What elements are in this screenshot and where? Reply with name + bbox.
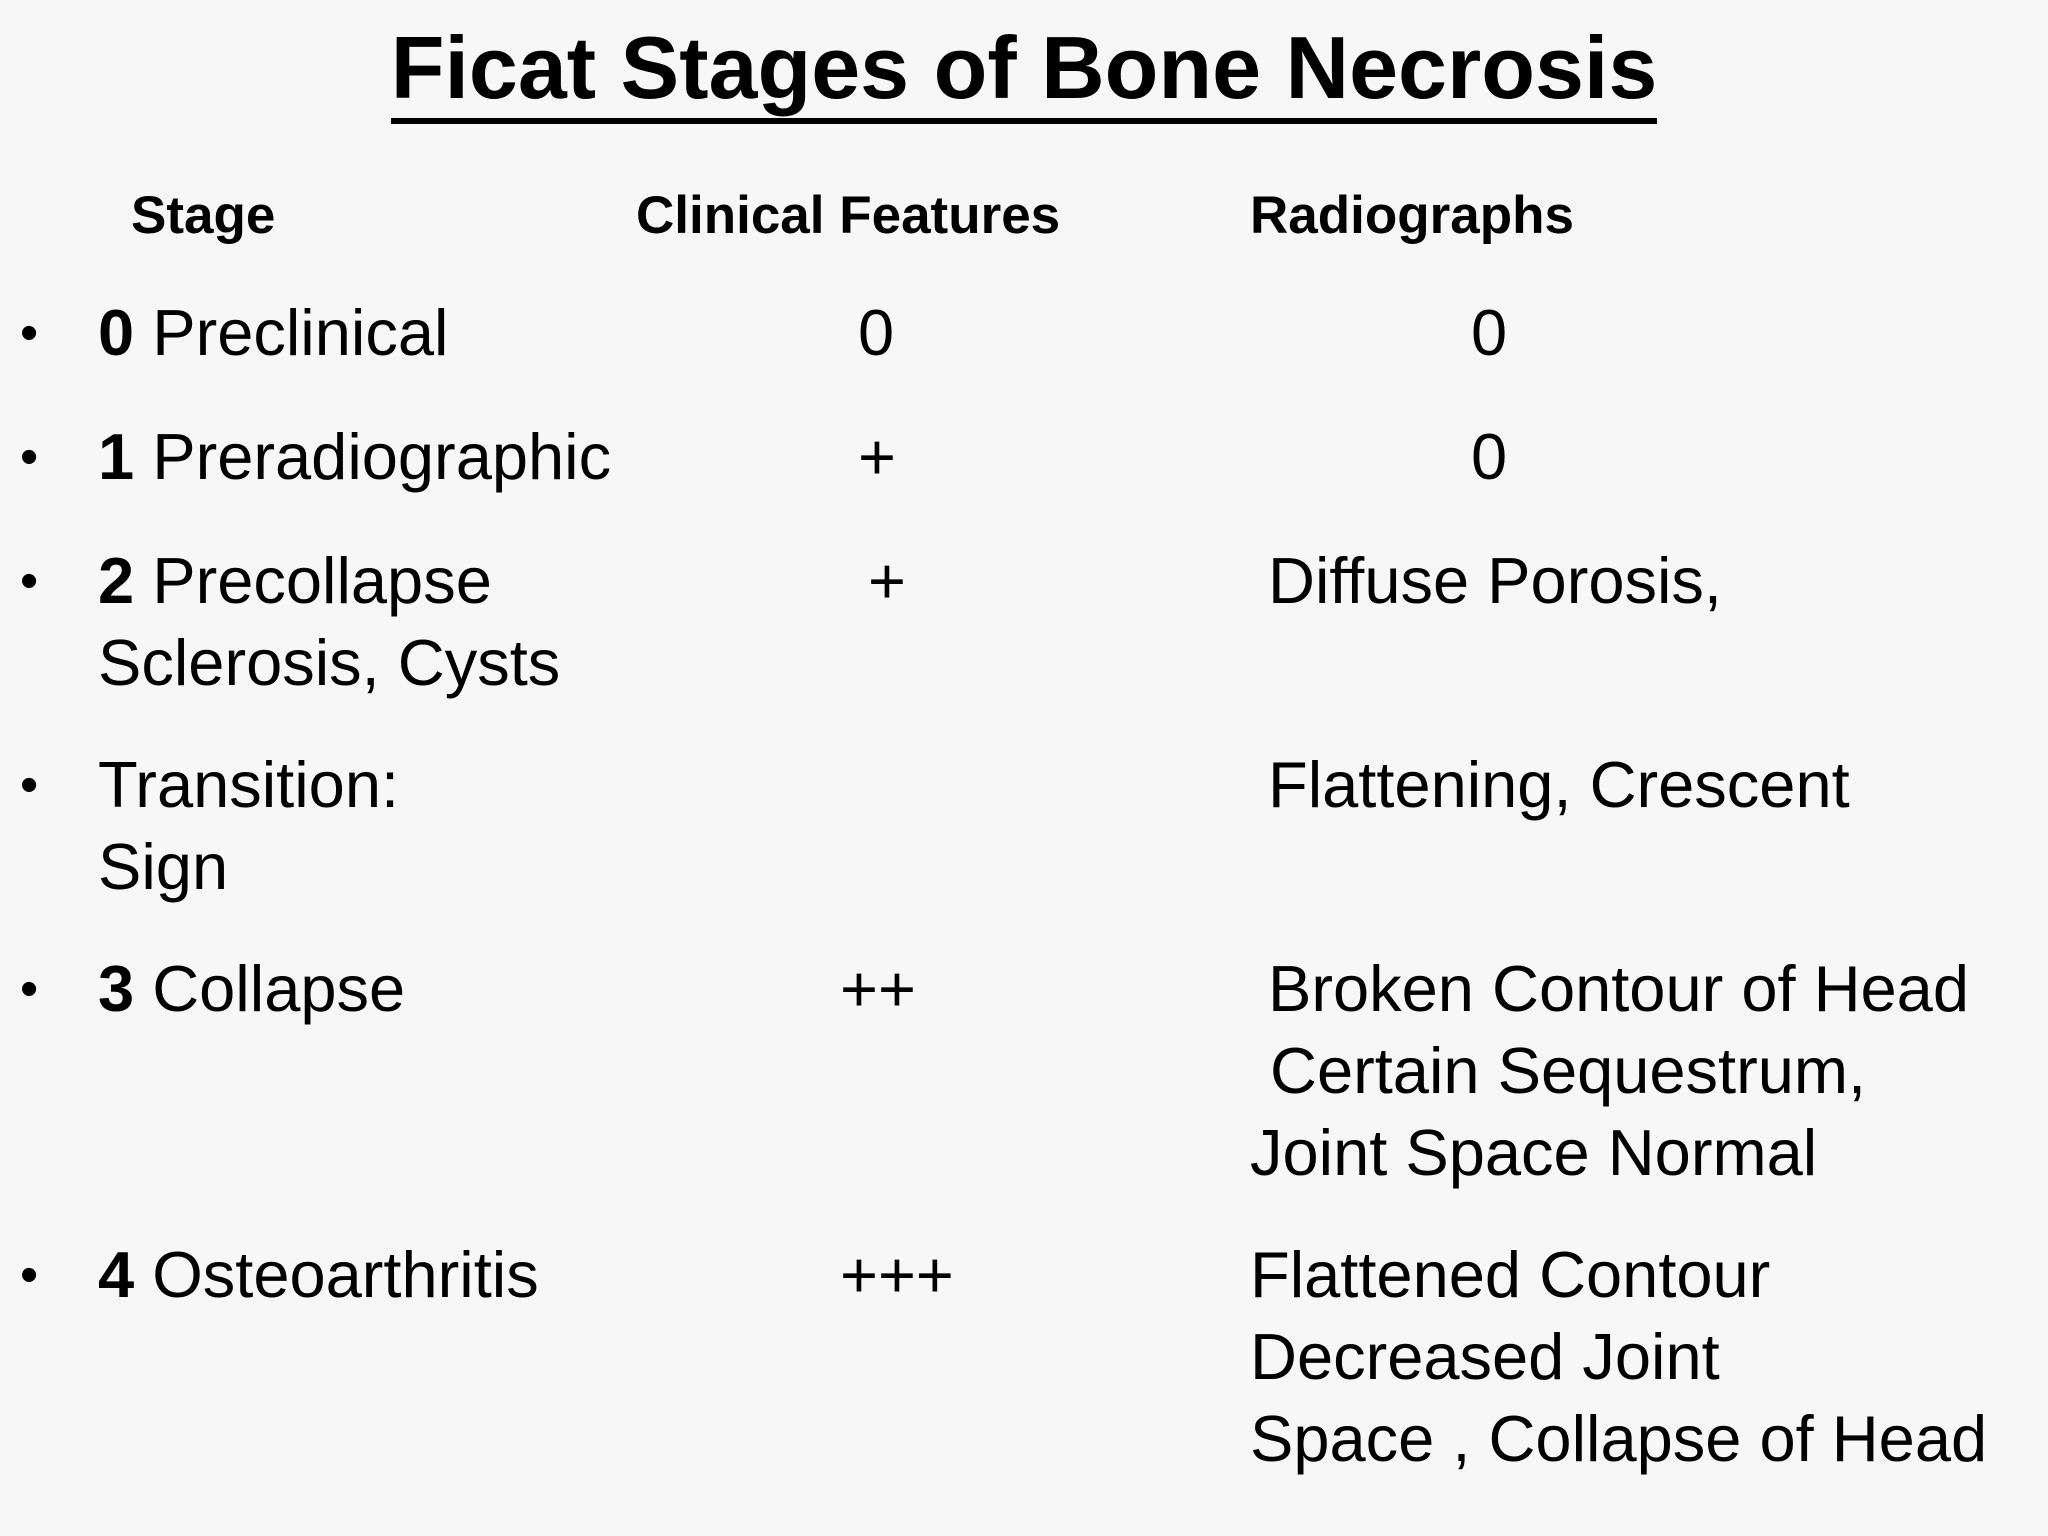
stage-label: Collapse bbox=[152, 952, 406, 1025]
header-clinical-features: Clinical Features bbox=[636, 186, 1061, 245]
header-stage: Stage bbox=[131, 186, 276, 245]
radiograph-3-line-3: Joint Space Normal bbox=[1250, 1116, 1818, 1189]
stage-label: Precollapse bbox=[152, 544, 492, 617]
bullet: • bbox=[20, 552, 39, 610]
stage-number: 0 bbox=[98, 296, 135, 369]
stage-number: 3 bbox=[98, 952, 135, 1025]
clinical-4: +++ bbox=[840, 1238, 954, 1311]
bullet: • bbox=[20, 428, 39, 486]
slide-title-text: Ficat Stages of Bone Necrosis bbox=[391, 18, 1658, 124]
stage-2-continuation: Sclerosis, Cysts bbox=[98, 626, 561, 699]
clinical-3: ++ bbox=[840, 952, 916, 1025]
bullet: • bbox=[20, 304, 39, 362]
stage-number: 2 bbox=[98, 544, 135, 617]
stage-label: Preradiographic bbox=[152, 420, 612, 493]
clinical-2: + bbox=[868, 544, 906, 617]
radiograph-1: 0 bbox=[1471, 420, 1508, 493]
transition-continuation: Sign bbox=[98, 830, 229, 903]
radiograph-0: 0 bbox=[1471, 296, 1508, 369]
stage-2 bbox=[98, 540, 492, 622]
stage-number: 4 bbox=[98, 1238, 135, 1311]
clinical-0: 0 bbox=[858, 296, 895, 369]
header-radiographs: Radiographs bbox=[1250, 186, 1574, 245]
bullet: • bbox=[20, 756, 39, 814]
transition-label: Transition: bbox=[98, 748, 400, 821]
radiograph-transition: Flattening, Crescent bbox=[1268, 748, 1850, 821]
slide-title bbox=[0, 14, 2048, 124]
stage-4 bbox=[98, 1234, 539, 1316]
radiograph-4-line-3: Space , Collapse of Head bbox=[1250, 1402, 1988, 1475]
stage-number: 1 bbox=[98, 420, 135, 493]
radiograph-4-line-2: Decreased Joint bbox=[1250, 1320, 1720, 1393]
stage-3 bbox=[98, 948, 405, 1030]
bullet: • bbox=[20, 1246, 39, 1304]
bullet: • bbox=[20, 960, 39, 1018]
radiograph-4-line-1: Flattened Contour bbox=[1250, 1238, 1771, 1311]
stage-1 bbox=[98, 416, 611, 498]
clinical-1: + bbox=[858, 420, 896, 493]
stage-label: Osteoarthritis bbox=[152, 1238, 539, 1311]
radiograph-3-line-1: Broken Contour of Head bbox=[1268, 952, 1969, 1025]
radiograph-2: Diffuse Porosis, bbox=[1268, 544, 1722, 617]
radiograph-3-line-2: Certain Sequestrum, bbox=[1270, 1034, 1867, 1107]
stage-0 bbox=[98, 292, 448, 374]
stage-label: Preclinical bbox=[152, 296, 449, 369]
